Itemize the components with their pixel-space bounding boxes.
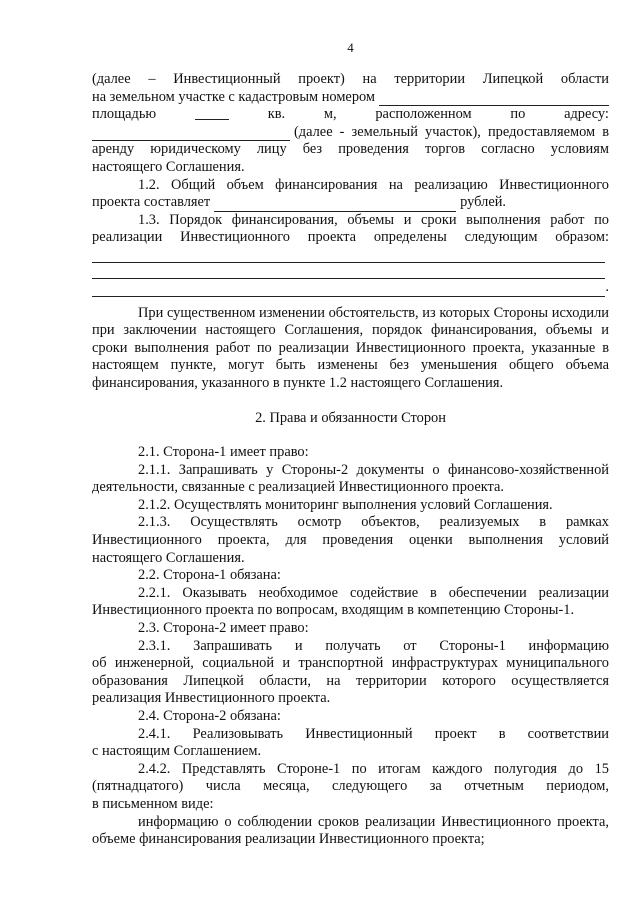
clause-2-1-3: 2.1.3. Осуществлять осмотр объектов, реализуемых в рамках Инвестиционного проекта, для проведения оценки выполнения условий настоящего Соглашения. — [92, 514, 609, 566]
p1-kv-label: кв. — [267, 106, 286, 123]
clause-2-4-1-line2: с настоящим Соглашением. — [92, 743, 262, 760]
clause-1-2-line1: 1.2. Общий объем финансирования на реализацию Инвестиционного — [138, 176, 609, 193]
cadastral-number-blank — [379, 92, 609, 106]
clause-2-1: 2.1. Сторона-1 имеет право: — [138, 444, 309, 461]
p1-located-label: расположенном — [375, 106, 472, 123]
clause-1-2-line2 — [92, 194, 609, 212]
blank-line-2 — [92, 263, 605, 279]
clause-2-4-2-line3: в письменном виде: — [92, 795, 214, 812]
p1-address-label: адресу: — [564, 106, 609, 123]
clause-2-2: 2.2. Сторона-1 обязана: — [138, 567, 281, 584]
p1-line3 — [92, 106, 609, 124]
clause-1-3-line2: реализации Инвестиционного проекта определены следующим образом: — [92, 229, 609, 246]
clause-2-4-1-line1: 2.4.1. Реализовывать Инвестиционный проект в соответствии — [138, 725, 609, 742]
spacer — [92, 297, 609, 305]
p1-line5: аренду юридическому лицу без проведения торгов согласно условиям — [92, 141, 609, 158]
clause-2-1-1: 2.1.1. Запрашивать у Стороны-2 документы о финансово-хозяйственной деятельности, связанные с реализацией Инвестиционного проекта. — [92, 461, 609, 496]
clause-1-2-end: рублей. — [460, 194, 507, 211]
paragraph-changes: При существенном изменении обстоятельств, из которых Стороны исходили при заключении настоящего Соглашения, порядок финансирования, объемы и сроки выполнения работ по реализации Инвестиционного проекта, указанные в настоящем пункте, могут быть изменены без уменьшения общего объема финансирования, указанного в пункте 1.2 настоящего Соглашения. — [92, 304, 609, 391]
clause-2-1-2: 2.1.2. Осуществлять мониторинг выполнения условий Соглашения. — [138, 496, 553, 513]
spacer — [92, 393, 609, 410]
p1-line2 — [92, 89, 609, 107]
clause-1-2-start: проекта составляет — [92, 194, 211, 211]
blank-line-3 — [92, 283, 605, 297]
p1-po-label: по — [510, 106, 526, 123]
p1-line6: настоящего Соглашения. — [92, 158, 245, 175]
clause-2-4-2-info: информацию о соблюдении сроков реализации Инвестиционного проекта, объеме финансирования реализации Инвестиционного проекта; — [92, 813, 609, 848]
clause-2-2-1: 2.2.1. Оказывать необходимое содействие в обеспечении реализации Инвестиционного проекта по вопросам, входящим в компетенцию Стороны-1. — [92, 584, 609, 619]
area-blank — [195, 106, 229, 120]
p1-area-label: площадью — [92, 106, 157, 123]
p1-line4-text: (далее - земельный участок), предоставляемом в — [294, 123, 609, 140]
blank-line-3-period: . — [605, 278, 609, 295]
financing-amount-blank — [214, 198, 456, 212]
spacer — [92, 427, 609, 444]
clause-2-4-2-line1: 2.4.2. Представлять Стороне-1 по итогам каждого полугодия до 15 — [138, 760, 609, 777]
p1-line1: (далее – Инвестиционный проект) на территории Липецкой области — [92, 71, 609, 87]
clause-2-3-1-rest: об инженерной, социальной и транспортной инфраструктурах муниципального образования Липецкой области, на территории которого осуществляется реализация Инвестиционного проекта. — [92, 655, 609, 707]
p1-m-label: м, — [323, 106, 337, 123]
address-blank — [92, 127, 290, 141]
clause-2-4-2-line2: (пятнадцатого) числа месяца, следующего за отчетным периодом, — [92, 778, 609, 795]
section-2-title: 2. Права и обязанности Сторон — [255, 409, 446, 426]
clause-2-4: 2.4. Сторона-2 обязана: — [138, 708, 281, 724]
p1-cadastral-label: на земельном участке с кадастровым номером — [92, 88, 376, 105]
clause-2-3-1-line1: 2.3.1. Запрашивать и получать от Стороны-1 информацию — [138, 637, 609, 654]
p1-line4 — [92, 124, 609, 142]
clause-1-3-line1: 1.3. Порядок финансирования, объемы и сроки выполнения работ по — [138, 211, 609, 228]
page-number: 4 — [347, 40, 354, 55]
blank-line-3-row — [92, 279, 609, 297]
blank-line-1 — [92, 247, 605, 263]
clause-2-3: 2.3. Сторона-2 имеет право: — [138, 620, 309, 637]
